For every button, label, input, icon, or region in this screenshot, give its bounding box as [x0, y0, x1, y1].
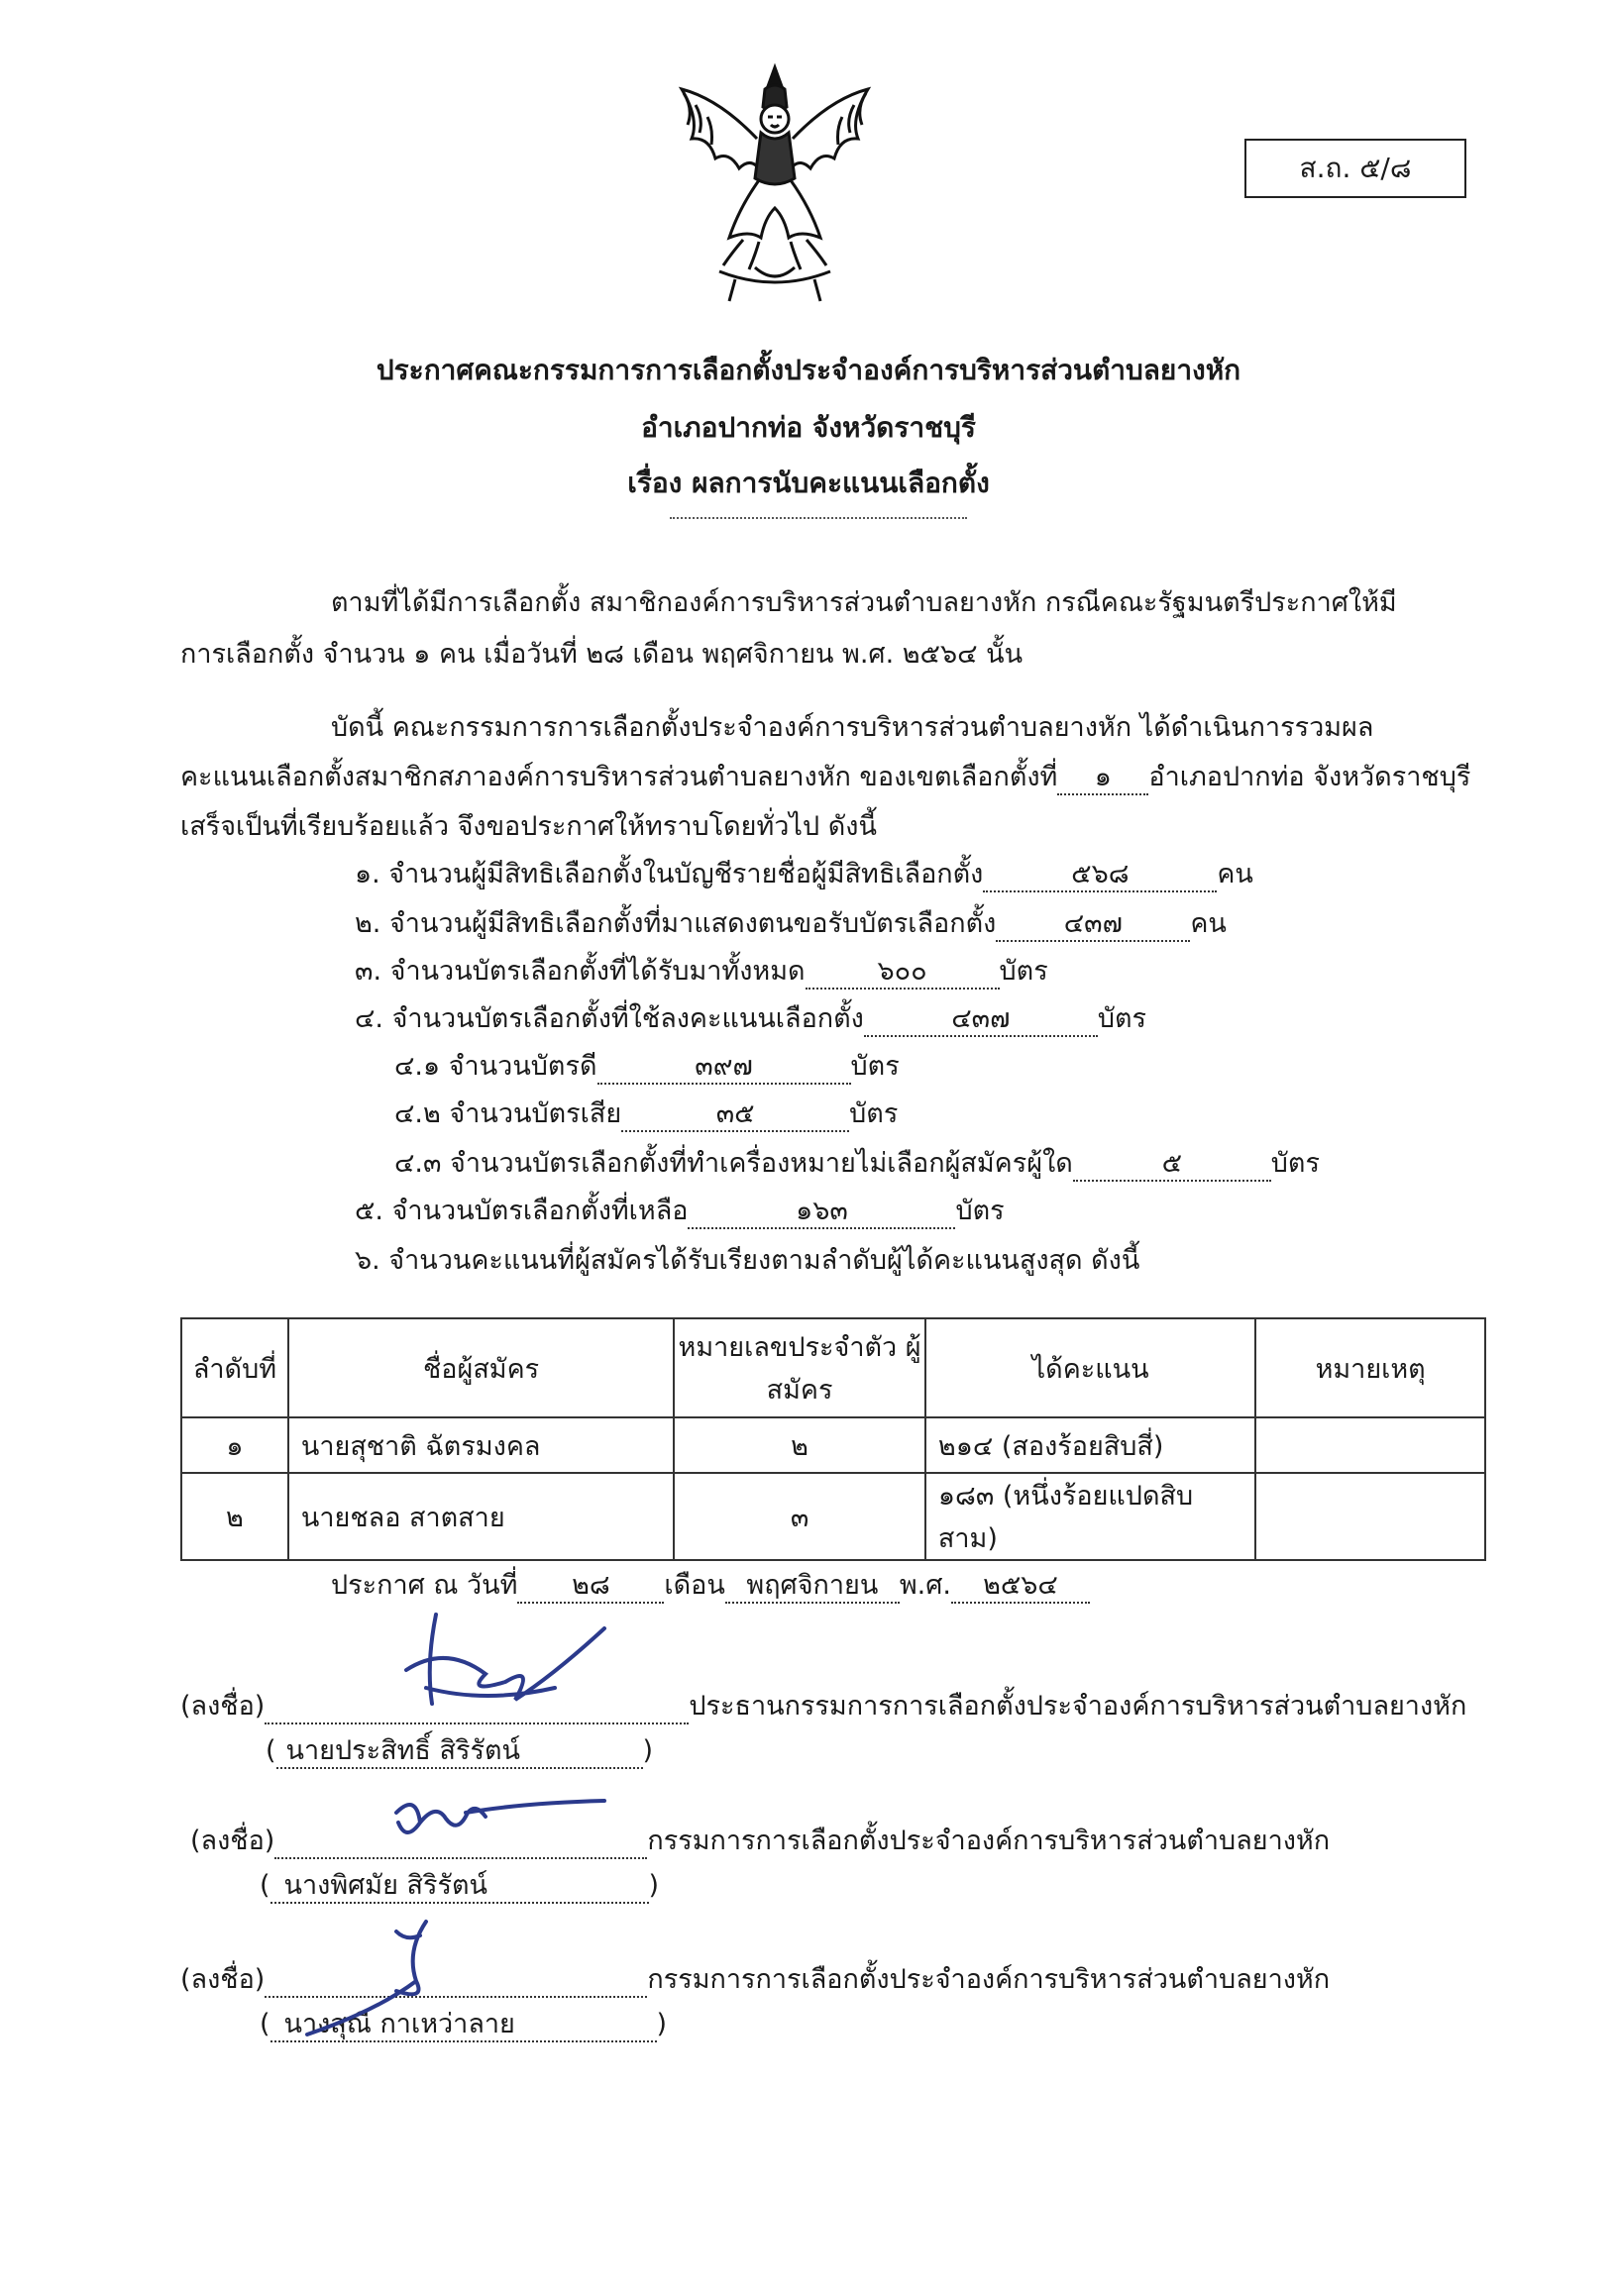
stat-item-1: [355, 852, 1253, 894]
cell-score: ๒๑๔ (สองร้อยสิบสี่): [925, 1417, 1255, 1473]
stat-item-4-2: [394, 1092, 898, 1134]
form-code: ส.ถ. ๕/๘: [1299, 152, 1412, 184]
garuda-emblem: [670, 59, 880, 307]
body-line-3: เสร็จเป็นที่เรียบร้อยแล้ว จึงขอประกาศให้ทราบโดยทั่วไป ดังนี้: [180, 811, 877, 842]
stat-value: ๕๖๘: [983, 859, 1217, 892]
sign-position: กรรมการการเลือกตั้งประจำองค์การบริหารส่วนตำบลยางหัก: [647, 1964, 1331, 1995]
body-line-1: บัดนี้ คณะกรรมการการเลือกตั้งประจำองค์การบริหารส่วนตำบลยางหัก ได้ดำเนินการรวมผล: [331, 712, 1374, 743]
stat-unit: บัตร: [849, 1098, 899, 1129]
intro-line-2: การเลือกตั้ง จำนวน ๑ คน เมื่อวันที่ ๒๘ เดือน พฤศจิกายน พ.ศ. ๒๕๖๔ นั้น: [180, 639, 1024, 670]
announce-month-label: เดือน: [664, 1570, 725, 1601]
sign-position: กรรมการการเลือกตั้งประจำองค์การบริหารส่วนตำบลยางหัก: [647, 1826, 1331, 1856]
announce-date-line: [331, 1563, 1090, 1606]
title-separator: [670, 517, 967, 519]
stat-unit: คน: [1217, 859, 1253, 889]
header-candidate-number: หมายเลขประจำตัว ผู้สมัคร: [674, 1318, 925, 1417]
stat-label: ๑. จำนวนผู้มีสิทธิเลือกตั้งในบัญชีรายชื่อผู้มีสิทธิเลือกตั้ง: [355, 859, 984, 889]
table-header-row: [181, 1318, 1485, 1417]
cell-name: นายสุชาติ ฉัตรมงคล: [288, 1417, 674, 1473]
stat-value: ๕: [1073, 1148, 1271, 1182]
cell-score: ๑๘๓ (หนึ่งร้อยแปดสิบสาม): [925, 1473, 1255, 1560]
announce-year-label: พ.ศ.: [899, 1570, 951, 1601]
stat-label: ๔.๓ จำนวนบัตรเลือกตั้งที่ทำเครื่องหมายไม่เลือกผู้สมัครผู้ใด: [394, 1148, 1073, 1179]
stat-unit: บัตร: [999, 956, 1048, 987]
body-line-2-pre: คะแนนเลือกตั้งสมาชิกสภาองค์การบริหารส่วนตำบลยางหัก ของเขตเลือกตั้งที่: [180, 762, 1058, 792]
announce-day: ๒๘: [517, 1570, 664, 1604]
header-note: หมายเหตุ: [1255, 1318, 1485, 1417]
stat-value: ๓๕: [621, 1098, 849, 1132]
member-1-signature: [377, 1783, 614, 1862]
cell-rank: ๒: [181, 1473, 288, 1560]
signer-name: นายประสิทธิ์ สิริรัตน์: [276, 1735, 643, 1769]
stat-item-4-3: [394, 1141, 1320, 1184]
stat-value: ๔๓๗: [864, 1003, 1098, 1037]
stat-unit: บัตร: [1270, 1148, 1320, 1179]
announce-month: พฤศจิกายน: [725, 1570, 900, 1604]
cell-note: [1255, 1473, 1485, 1560]
stat-label: ๓. จำนวนบัตรเลือกตั้งที่ได้รับมาทั้งหมด: [355, 956, 806, 987]
stat-label: ๔.๑ จำนวนบัตรดี: [394, 1051, 597, 1082]
stat-unit: บัตร: [850, 1051, 900, 1082]
sign-label: (ลงชื่อ): [190, 1826, 275, 1856]
table-row: [181, 1417, 1485, 1473]
stat-item-6: ๖. จำนวนคะแนนที่ผู้สมัครได้รับเรียงตามลำดับผู้ได้คะแนนสูงสุด ดังนี้: [355, 1245, 1140, 1276]
results-table: [180, 1317, 1486, 1561]
intro-line-1: ตามที่ได้มีการเลือกตั้ง สมาชิกองค์การบริหารส่วนตำบลยางหัก กรณีคณะรัฐมนตรีประกาศให้มี: [331, 587, 1397, 618]
sign-label: (ลงชื่อ): [180, 1691, 266, 1722]
title-line-3: เรื่อง ผลการนับคะแนนเลือกตั้ง: [627, 467, 990, 499]
signer-name: นางพิศมัย สิริรัตน์: [270, 1870, 649, 1904]
header-candidate-name: ชื่อผู้สมัคร: [288, 1318, 674, 1417]
district-number: ๑: [1057, 762, 1148, 795]
cell-number: ๓: [674, 1473, 925, 1560]
signer-name: นางสุณี กาเหว่าลาย: [270, 2009, 657, 2042]
stat-unit: บัตร: [1097, 1003, 1147, 1034]
signature-name-chair: ( นายประสิทธิ์ สิริรัตน์ ): [266, 1735, 653, 1769]
chair-signature: [367, 1605, 624, 1723]
stat-unit: คน: [1190, 908, 1227, 939]
stat-item-5: [355, 1189, 1005, 1231]
stat-value: ๔๓๗: [996, 908, 1190, 942]
member-2-signature: [297, 1912, 476, 2040]
stat-item-4-1: [394, 1044, 900, 1087]
stat-item-3: [355, 949, 1048, 991]
stat-label: ๔.๒ จำนวนบัตรเสีย: [394, 1098, 622, 1129]
header-score: ได้คะแนน: [925, 1318, 1255, 1417]
signature-name-member-2: ( นางสุณี กาเหว่าลาย ): [260, 2009, 667, 2042]
stat-item-4: [355, 996, 1146, 1039]
stat-unit: บัตร: [955, 1196, 1005, 1226]
sign-label: (ลงชื่อ): [180, 1964, 266, 1995]
table-row: [181, 1473, 1485, 1560]
stat-value: ๑๖๓: [688, 1196, 955, 1229]
stat-label: ๕. จำนวนบัตรเลือกตั้งที่เหลือ: [355, 1196, 689, 1226]
body-line-2-post: อำเภอปากท่อ จังหวัดราชบุรี: [1148, 762, 1471, 792]
cell-note: [1255, 1417, 1485, 1473]
announce-year: ๒๕๖๔: [951, 1570, 1090, 1604]
signature-name-member-1: ( นางพิศมัย สิริรัตน์ ): [260, 1870, 659, 1904]
stat-item-2: [355, 901, 1227, 944]
title-line-2: อำเภอปากท่อ จังหวัดราชบุรี: [641, 411, 976, 444]
cell-name: นายชลอ สาตสาย: [288, 1473, 674, 1560]
form-code-box: [1244, 139, 1466, 198]
body-line-2: [180, 755, 1470, 797]
cell-rank: ๑: [181, 1417, 288, 1473]
stat-value: ๓๙๗: [597, 1051, 851, 1085]
stat-value: ๖๐๐: [806, 956, 1000, 990]
sign-position: ประธานกรรมการการเลือกตั้งประจำองค์การบริหารส่วนตำบลยางหัก: [689, 1691, 1467, 1722]
stat-label: ๒. จำนวนผู้มีสิทธิเลือกตั้งที่มาแสดงตนขอรับบัตรเลือกตั้ง: [355, 908, 997, 939]
stat-label: ๔. จำนวนบัตรเลือกตั้งที่ใช้ลงคะแนนเลือกตั้ง: [355, 1003, 864, 1034]
signature-block-member-1: [190, 1819, 1330, 1861]
header-rank: ลำดับที่: [181, 1318, 288, 1417]
announce-prefix: ประกาศ ณ วันที่: [331, 1570, 518, 1601]
title-line-1: ประกาศคณะกรรมการการเลือกตั้งประจำองค์การบริหารส่วนตำบลยางหัก: [376, 354, 1241, 386]
cell-number: ๒: [674, 1417, 925, 1473]
